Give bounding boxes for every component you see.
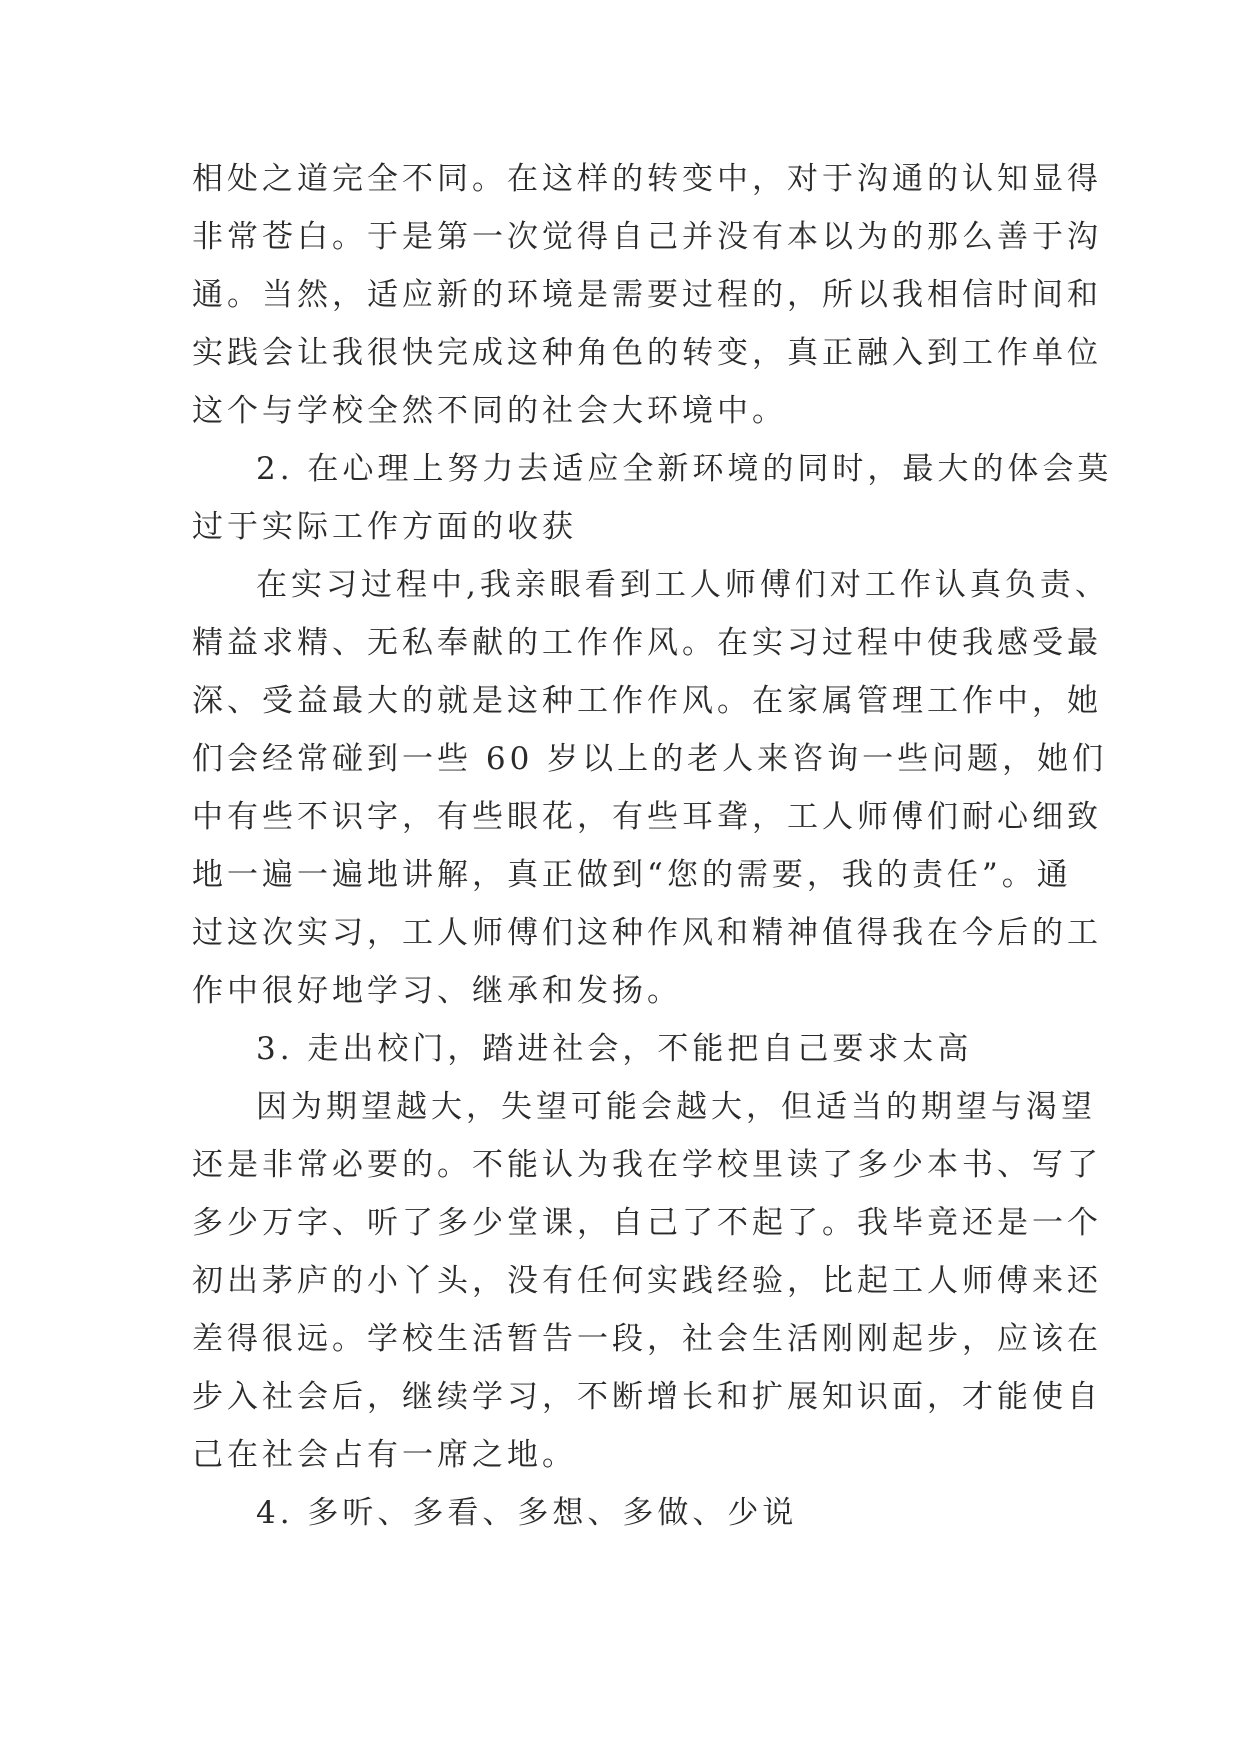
text-line: 们会经常碰到一些 60 岁以上的老人来咨询一些问题，她们 [192,741,1108,777]
text-line: 步入社会后，继续学习，不断增长和扩展知识面，才能使自 [192,1379,1102,1415]
text-line: 通。当然，适应新的环境是需要过程的，所以我相信时间和 [192,277,1102,313]
text-line: 2. 在心理上努力去适应全新环境的同时，最大的体会莫 [256,451,1113,487]
text-line: 4. 多听、多看、多想、多做、少说 [256,1495,798,1531]
text-line: 在实习过程中,我亲眼看到工人师傅们对工作认真负责、 [256,567,1110,603]
document-body [192,150,1113,1542]
text-line: 这个与学校全然不同的社会大环境中。 [192,393,787,429]
text-line: 过这次实习，工人师傅们这种作风和精神值得我在今后的工 [192,915,1102,951]
text-line: 作中很好地学习、继承和发扬。 [192,973,682,1009]
text-line: 还是非常必要的。不能认为我在学校里读了多少本书、写了 [192,1147,1102,1183]
text-line: 因为期望越大，失望可能会越大，但适当的期望与渴望 [256,1089,1096,1125]
text-line: 深、受益最大的就是这种工作作风。在家属管理工作中，她 [192,683,1102,719]
text-line: 实践会让我很快完成这种角色的转变，真正融入到工作单位 [192,335,1102,371]
text-line: 相处之道完全不同。在这样的转变中，对于沟通的认知显得 [192,161,1102,197]
text-line: 地一遍一遍地讲解，真正做到“您的需要，我的责任”。通 [192,857,1072,893]
text-line: 过于实际工作方面的收获 [192,509,577,545]
text-line: 中有些不识字，有些眼花，有些耳聋，工人师傅们耐心细致 [192,799,1102,835]
text-line: 初出茅庐的小丫头，没有任何实践经验，比起工人师傅来还 [192,1263,1102,1299]
text-line: 非常苍白。于是第一次觉得自己并没有本以为的那么善于沟 [192,219,1102,255]
text-line: 多少万字、听了多少堂课，自己了不起了。我毕竟还是一个 [192,1205,1102,1241]
text-line: 己在社会占有一席之地。 [192,1437,577,1473]
text-line: 差得很远。学校生活暂告一段，社会生活刚刚起步，应该在 [192,1321,1102,1357]
text-line: 精益求精、无私奉献的工作作风。在实习过程中使我感受最 [192,625,1102,661]
text-line: 3. 走出校门，踏进社会，不能把自己要求太高 [256,1031,973,1067]
